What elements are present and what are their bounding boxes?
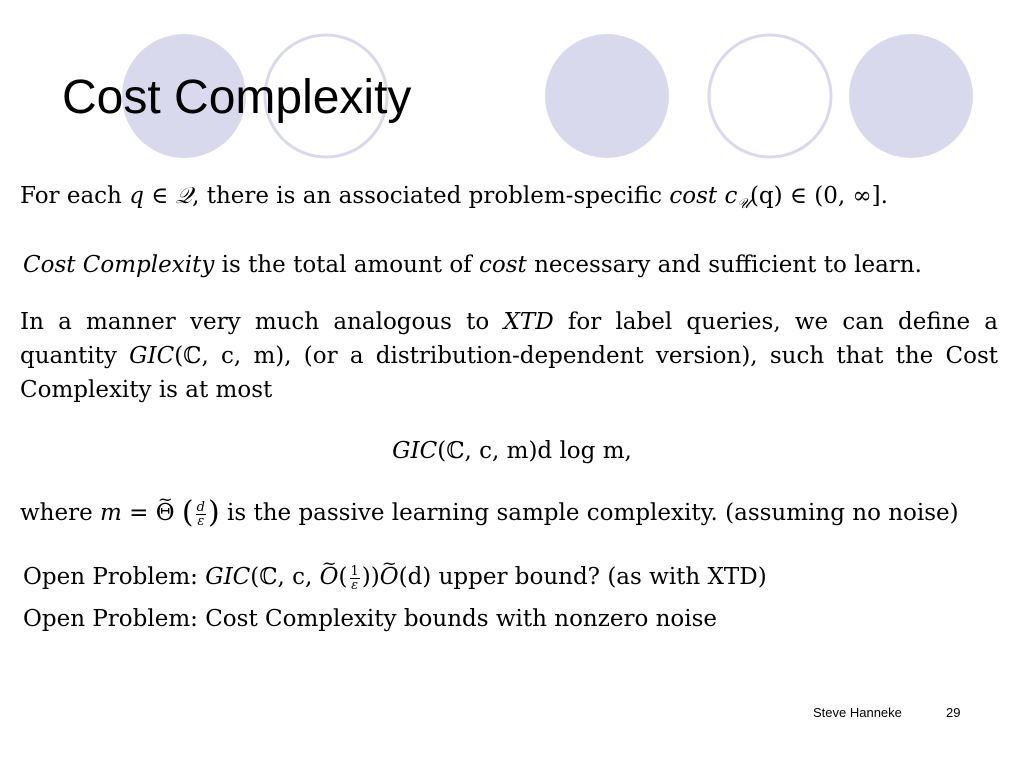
fraction-numerator: d xyxy=(196,499,205,515)
cost-definition-line xyxy=(20,181,888,219)
emph-cost: cost xyxy=(479,252,527,278)
math-GIC: GIC xyxy=(205,564,251,590)
math-c: c xyxy=(717,183,738,209)
cost-complexity-definition xyxy=(23,250,922,280)
fraction-denominator: ε xyxy=(197,513,205,529)
slide-title: Cost Complexity xyxy=(62,71,412,124)
text: necessary and sufficient to learn. xyxy=(526,252,922,278)
paren-close: )) xyxy=(361,564,380,590)
text: , (or a distribution-dependent version), such that the Cost Complexity is at most xyxy=(20,343,998,403)
paren-open: ( xyxy=(338,564,348,590)
math-subscript-U: 𝒰 xyxy=(737,196,750,212)
math-GIC: GIC xyxy=(392,438,438,464)
text: ∈ xyxy=(143,183,176,209)
math-args: (ℂ, c, m) xyxy=(174,343,285,369)
fraction-numerator: 1 xyxy=(350,563,359,579)
paren-close: ) xyxy=(207,495,220,530)
text: , there is an associated problem-specific xyxy=(192,183,670,209)
page-number: 29 xyxy=(946,705,961,720)
text: In a manner very much analogous to xyxy=(20,309,504,335)
text: for label queries, we can define a quantity xyxy=(20,309,999,369)
analogy-paragraph xyxy=(20,305,998,407)
math-XTD: XTD xyxy=(503,309,554,335)
math-args: (ℂ, c, xyxy=(250,564,320,590)
math-q: q xyxy=(129,183,144,209)
text: (d) upper bound? (as with XTD) xyxy=(398,564,767,590)
math-m: m xyxy=(100,500,122,526)
filled-circle-2 xyxy=(545,34,669,158)
ring-circle-2 xyxy=(709,35,831,157)
math-Q: 𝒬 xyxy=(175,183,193,209)
emph-cost-complexity: Cost Complexity xyxy=(23,252,215,278)
math-expr: (q) ∈ (0, ∞]. xyxy=(749,183,888,209)
text: For each xyxy=(20,183,130,209)
text: is the passive learning sample complexity. (assuming no noise) xyxy=(219,500,959,526)
math-GIC: GIC xyxy=(129,343,175,369)
footer-author: Steve Hanneke xyxy=(813,705,902,720)
fraction-d-over-epsilon xyxy=(196,501,206,528)
text: where xyxy=(20,500,101,526)
open-problem-1 xyxy=(23,562,767,592)
open-problem-2: Open Problem: Cost Complexity bounds with nonzero noise xyxy=(23,606,718,632)
where-line xyxy=(20,495,959,530)
math-equals: = xyxy=(121,500,156,526)
math-expr: (ℂ, c, m)d log m, xyxy=(437,438,632,464)
filled-circle-3 xyxy=(849,34,973,158)
math-O-tilde: ~ O xyxy=(380,562,399,592)
math-theta-tilde: ~ Θ xyxy=(156,498,175,528)
emph-cost: cost xyxy=(669,183,718,209)
paren-open: ( xyxy=(181,495,194,530)
display-equation xyxy=(0,436,1024,466)
text: is the total amount of xyxy=(214,252,480,278)
text: Open Problem: xyxy=(23,564,206,590)
fraction-denominator: ε xyxy=(351,577,359,593)
fraction-1-over-epsilon xyxy=(350,565,360,592)
math-O-tilde: ~ O xyxy=(320,562,339,592)
